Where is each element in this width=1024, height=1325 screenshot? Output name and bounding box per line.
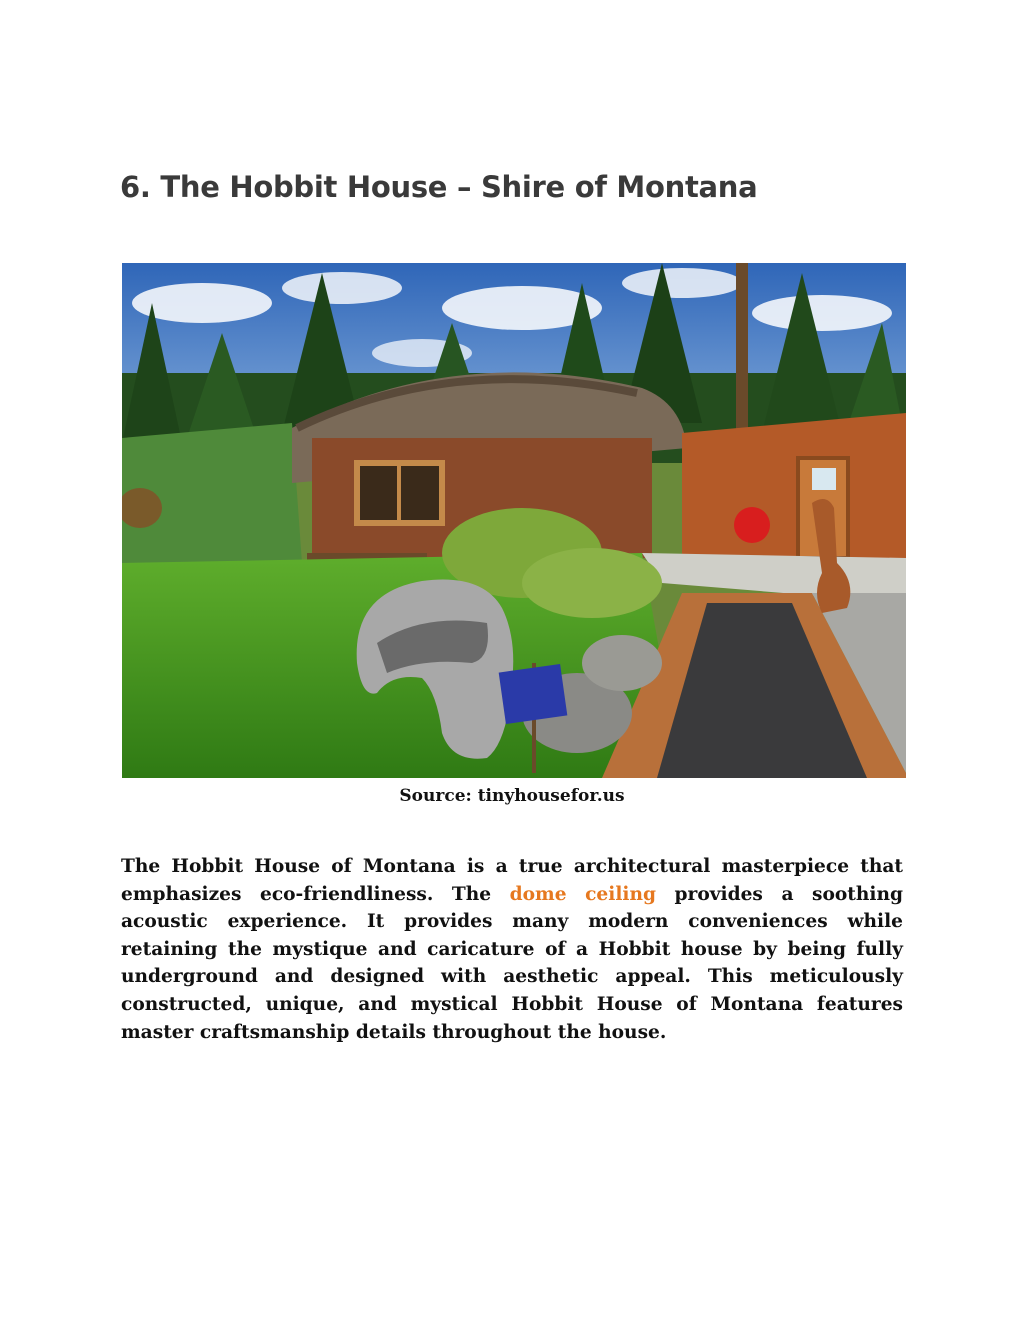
paragraph-text-end: provides a soothing acoustic experience. It provides many modern conveniences while retaining the mystique and caricature of a Hobbit house by being fully underground and designed with aesthetic appeal. This meticulously constructed, unique, and mystical Hobbit House of Montana features master craftsmanship details throughout the house.	[121, 883, 904, 1043]
dome-ceiling-link[interactable]: dome ceiling	[509, 883, 656, 905]
paragraph-text-start: The Hobbit House of Montana is a true architectural masterpiece that emphasizes eco-friendliness. The	[121, 856, 903, 905]
page-title: 6. The Hobbit House – Shire of Montana	[120, 170, 758, 204]
image-caption: Source: tinyhousefor.us	[399, 786, 625, 806]
hobbit-house-photo	[122, 263, 906, 778]
body-paragraph	[121, 853, 903, 1046]
